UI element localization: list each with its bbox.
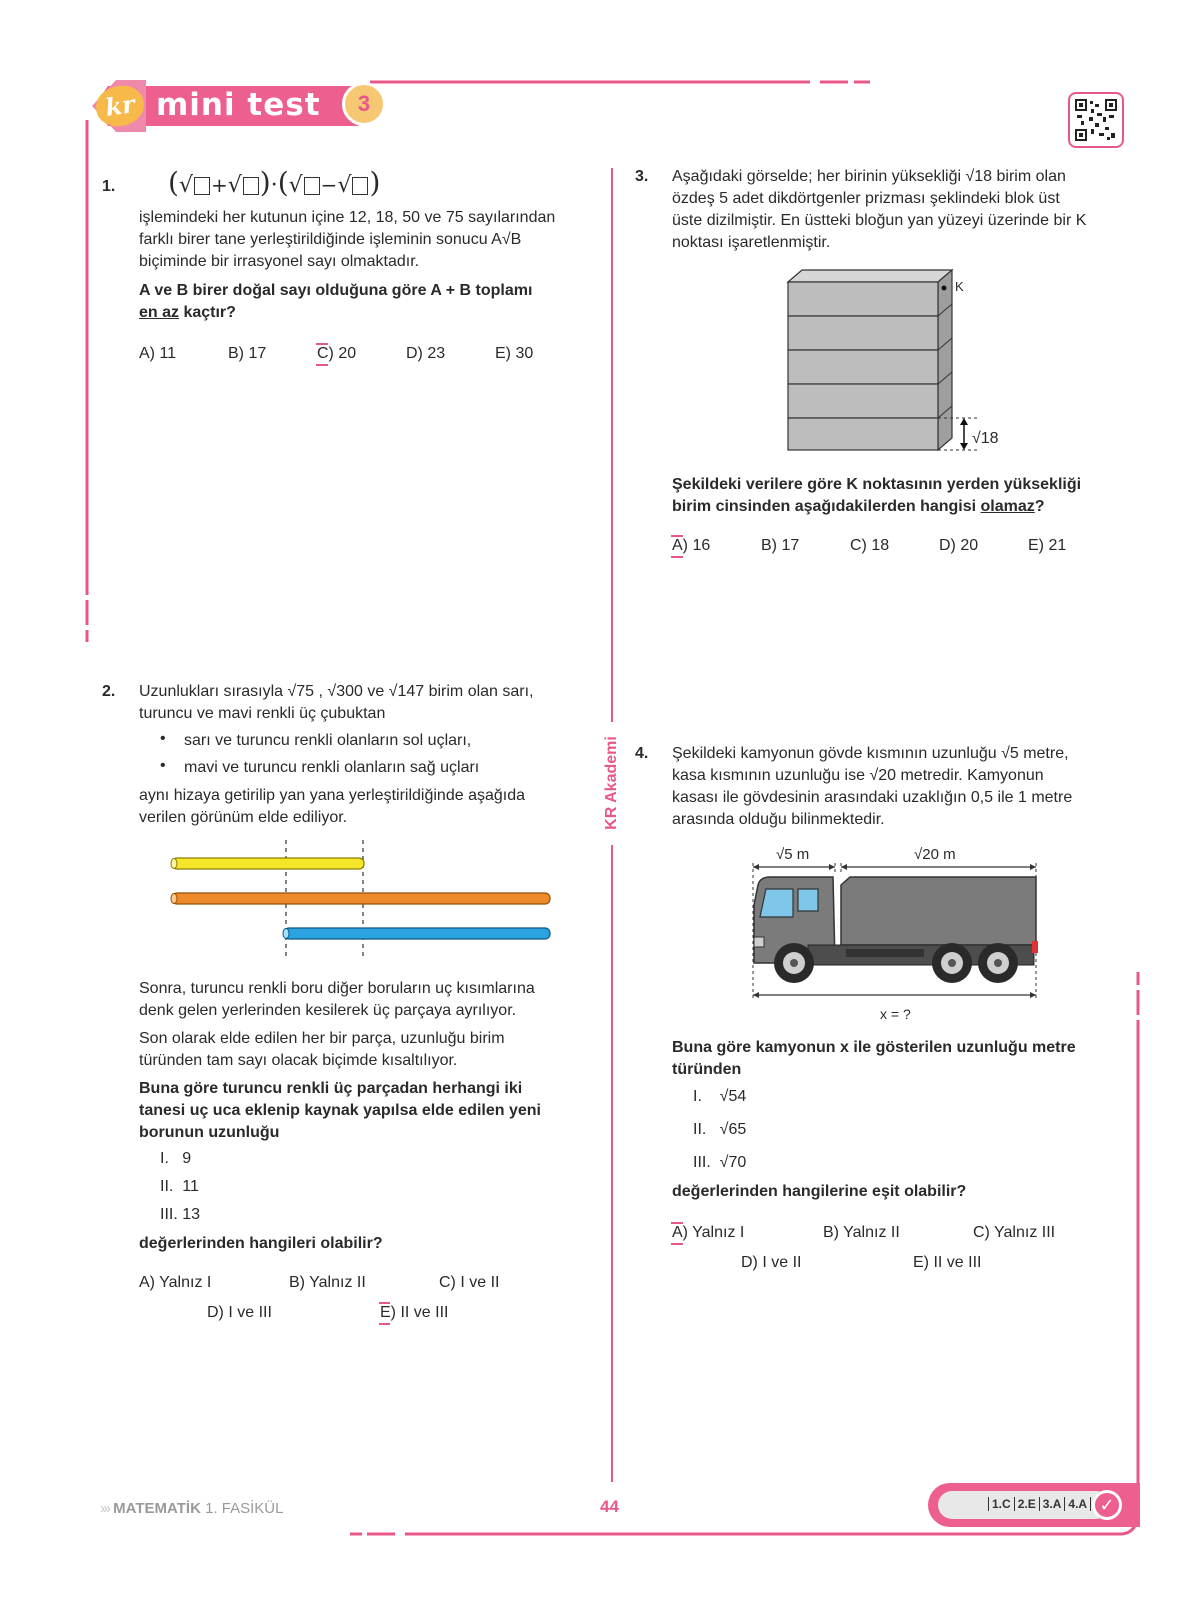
q4-option-a[interactable]: A) Yalnız I xyxy=(672,1224,745,1241)
q1-option-d[interactable]: D) 23 xyxy=(406,345,446,362)
q2-bold1: Buna göre turuncu renkli üç parçadan herhangi iki xyxy=(139,1080,523,1097)
q3-line3: üste dizilmiştir. En üstteki bloğun yan yüzeyi üzerinde bir K xyxy=(672,212,1087,229)
q2-bullet-dot-2: • xyxy=(160,757,166,774)
footer-left xyxy=(100,1500,283,1517)
q1-plus: + xyxy=(210,173,228,197)
q4-option-b[interactable]: B) Yalnız II xyxy=(823,1224,900,1241)
q3-bold1: Şekildeki verilere göre K noktasının yerden yüksekliği xyxy=(672,476,1082,493)
q1-question-end: kaçtır? xyxy=(179,304,236,321)
check-icon: ✓ xyxy=(1092,1490,1122,1520)
answer-mark-q1 xyxy=(316,343,328,345)
q3-option-a[interactable]: A) 16 xyxy=(672,537,711,554)
q1-question-a: A ve B birer doğal sayı olduğuna göre A + B toplamı xyxy=(139,282,533,299)
q2-item-1: I. 9 xyxy=(160,1150,192,1167)
q1-option-a[interactable]: A) 11 xyxy=(139,345,177,362)
answer-mark-q4 xyxy=(671,1222,683,1224)
q1-underlined: en az xyxy=(139,304,180,321)
q4-label-x: x = ? xyxy=(880,1006,911,1022)
q2-bullet1: sarı ve turuncu renkli olanların sol uçları, xyxy=(184,732,472,749)
q3-line2: özdeş 5 adet dikdörtgenler prizması şeklindeki blok üst xyxy=(672,190,1060,207)
answer-mark-q3 xyxy=(671,535,683,537)
q4-item-2: II. √65 xyxy=(693,1121,747,1138)
answer-key-3: 3.A xyxy=(1039,1497,1065,1511)
q1-option-e[interactable]: E) 30 xyxy=(495,345,534,362)
q3-option-c[interactable]: C) 18 xyxy=(850,537,890,554)
q2-para3a: Son olarak elde edilen her bir parça, uzunluğu birim xyxy=(139,1030,505,1047)
q1-text-a: işlemindeki her kutunun içine 12, 18, 50 ve 75 sayılarından xyxy=(139,209,556,226)
q2-line4: verilen görünüm elde ediliyor. xyxy=(139,809,348,826)
q3-option-e[interactable]: E) 21 xyxy=(1028,537,1067,554)
q3-label-k: K xyxy=(955,279,964,294)
q4-label-box: √20 m xyxy=(914,846,956,863)
footer-volume: 1. FASİKÜL xyxy=(205,1500,284,1517)
q2-option-d[interactable]: D) I ve III xyxy=(207,1304,272,1321)
q3-bold2-end: ? xyxy=(1034,498,1045,515)
q1-option-b[interactable]: B) 17 xyxy=(228,345,267,362)
q2-number: 2. xyxy=(102,683,116,700)
q4-option-d[interactable]: D) I ve II xyxy=(741,1254,802,1271)
q2-line1: Uzunlukları sırasıyla √75 , √300 ve √147 birim olan sarı, xyxy=(139,683,534,700)
q4-label-cab: √5 m xyxy=(776,846,810,863)
q3-line4: noktası işaretlenmiştir. xyxy=(672,234,831,251)
q4-truck-figure xyxy=(748,845,1048,1015)
answer-key-bar xyxy=(928,1483,1140,1527)
answer-key-4: 4.A xyxy=(1064,1497,1091,1511)
kr-logo-text: kr xyxy=(103,89,137,122)
q1-option-c[interactable]: C) 20 xyxy=(317,345,357,362)
q4-line2: kasa kısmının uzunluğu ise √20 metredir. Kamyonun xyxy=(672,767,1044,784)
q2-bold4: değerlerinden hangileri olabilir? xyxy=(139,1235,383,1252)
q1-question-b xyxy=(139,302,236,324)
q2-bold2: tanesi uç uca eklenip kaynak yapılsa elde edilen yeni xyxy=(139,1102,541,1119)
test-number: 3 xyxy=(357,91,371,116)
q4-line3: kasası ile gövdesinin arasındaki uzaklığın 0,5 ile 1 metre xyxy=(672,789,1073,806)
footer-subject: MATEMATİK xyxy=(113,1500,201,1517)
q2-option-c[interactable]: C) I ve II xyxy=(439,1274,500,1291)
q2-option-a[interactable]: A) Yalnız I xyxy=(139,1274,212,1291)
q4-line4: arasında olduğu bilinmektedir. xyxy=(672,811,885,828)
q3-option-d[interactable]: D) 20 xyxy=(939,537,979,554)
q1-minus: − xyxy=(320,173,338,197)
answer-key-1: 1.C xyxy=(988,1497,1014,1511)
q2-item-3: III. 13 xyxy=(160,1206,201,1223)
q4-bold2: türünden xyxy=(672,1061,742,1078)
orange-rod xyxy=(172,893,550,904)
q3-bold2-text: birim cinsinden aşağıdakilerden hangisi xyxy=(672,498,981,515)
q4-bold3: değerlerinden hangilerine eşit olabilir? xyxy=(672,1183,967,1200)
q1-dot: · xyxy=(270,173,278,198)
qr-code-icon xyxy=(1075,99,1117,141)
q2-item-2: II. 11 xyxy=(160,1178,199,1195)
side-label: KR Akademi xyxy=(603,736,620,830)
q2-rods-figure xyxy=(160,838,560,960)
q2-para2b: denk gelen yerlerinden kesilerek üç parçaya ayrılıyor. xyxy=(139,1002,517,1019)
q1-number: 1. xyxy=(102,178,116,195)
q2-para2a: Sonra, turuncu renkli boru diğer boruların uç kısımlarına xyxy=(139,980,535,997)
q2-line3: aynı hizaya getirilip yan yana yerleştirildiğinde aşağıda xyxy=(139,787,525,804)
q4-line1: Şekildeki kamyonun gövde kısmının uzunluğu √5 metre, xyxy=(672,745,1069,762)
answer-mark-q3-bottom xyxy=(671,556,683,558)
answer-mark-q1-bottom xyxy=(316,364,328,366)
q4-option-c[interactable]: C) Yalnız III xyxy=(973,1224,1056,1241)
q1-text-c: biçiminde bir irrasyonel sayı olmaktadır. xyxy=(139,253,420,270)
q4-option-e[interactable]: E) II ve III xyxy=(913,1254,982,1271)
yellow-rod xyxy=(172,858,364,869)
chevrons-icon: ››› xyxy=(100,1500,109,1517)
qr-code xyxy=(1068,92,1124,148)
q4-bold1: Buna göre kamyonun x ile gösterilen uzunluğu metre xyxy=(672,1039,1076,1056)
page-number: 44 xyxy=(600,1497,619,1516)
header-banner xyxy=(86,80,386,132)
q2-bullet2: mavi ve turuncu renkli olanların sağ uçları xyxy=(184,759,480,776)
answer-key-2: 2.E xyxy=(1014,1497,1039,1511)
blue-rod xyxy=(284,928,550,939)
k-point xyxy=(942,286,947,291)
q2-bullet-dot-1: • xyxy=(160,730,166,747)
q3-label-height: √18 xyxy=(972,430,999,447)
q2-para3b: türünden tam sayı olacak biçimde kısaltılıyor. xyxy=(139,1052,458,1069)
q3-bold2 xyxy=(672,496,1045,518)
q1-text-b: farklı birer tane yerleştirildiğinde işleminin sonucu A√B xyxy=(139,231,522,248)
q4-item-3: III. √70 xyxy=(693,1154,747,1171)
q3-underlined: olamaz xyxy=(980,498,1035,515)
q2-bold3: borunun uzunluğu xyxy=(139,1124,280,1141)
answer-mark-q2 xyxy=(379,1302,390,1304)
answer-mark-q4-bottom xyxy=(671,1243,683,1245)
q3-number: 3. xyxy=(635,168,649,185)
q4-item-1: I. √54 xyxy=(693,1088,747,1105)
q1-expression: (√ +√ )·(√ −√ ) xyxy=(168,166,381,199)
q2-option-b[interactable]: B) Yalnız II xyxy=(289,1274,366,1291)
test-number-badge xyxy=(342,82,386,126)
header-title: mini test xyxy=(156,87,321,123)
answer-mark-q2-bottom xyxy=(379,1323,390,1325)
q3-option-b[interactable]: B) 17 xyxy=(761,537,800,554)
answer-key-list xyxy=(988,1497,1091,1511)
q3-line1: Aşağıdaki görselde; her birinin yüksekliği √18 birim olan xyxy=(672,168,1066,185)
q4-number: 4. xyxy=(635,745,649,762)
q2-option-e[interactable]: E) II ve III xyxy=(380,1304,449,1321)
q2-line2: turuncu ve mavi renkli üç çubuktan xyxy=(139,705,386,722)
